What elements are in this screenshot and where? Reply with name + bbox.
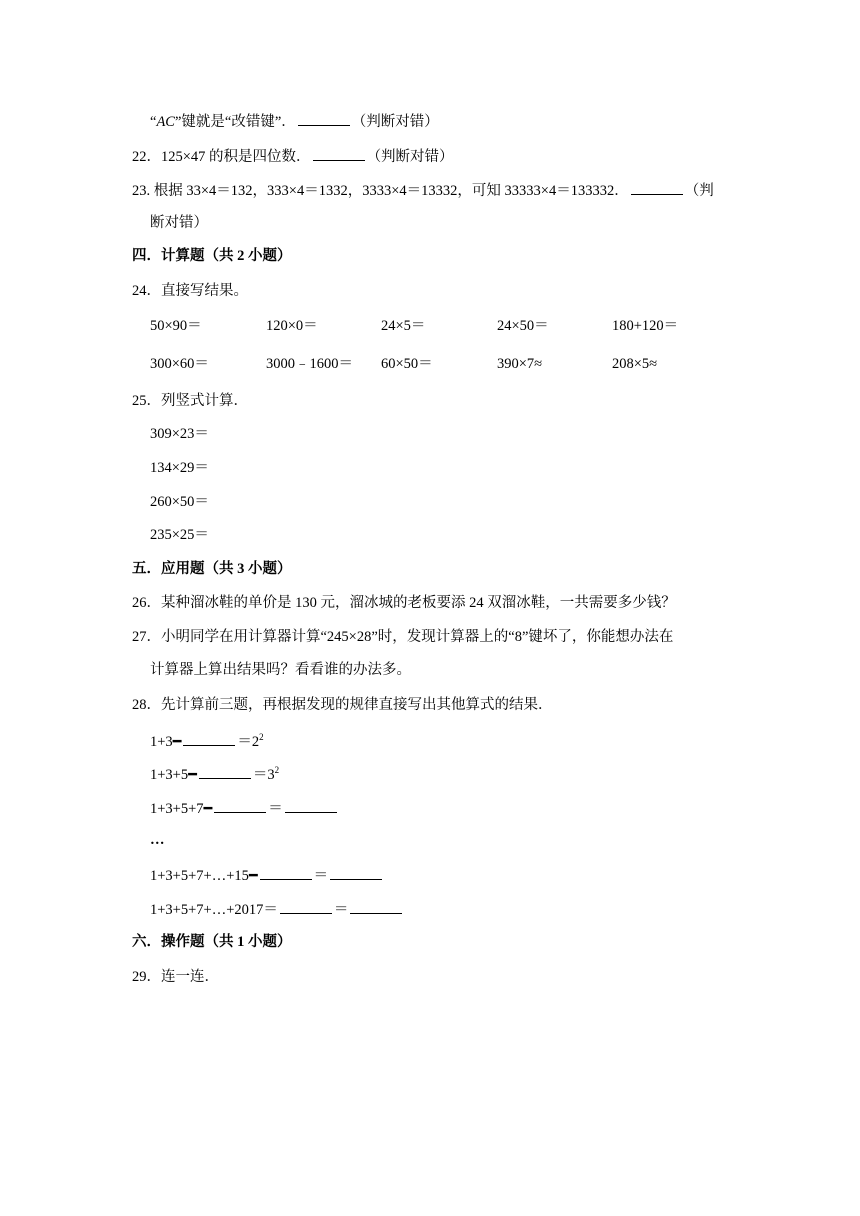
question-26: 26．某种溜冰鞋的单价是 130 元，溜冰城的老板要添 24 双溜冰鞋，一共需要多少钱？ xyxy=(132,595,676,611)
question-23 xyxy=(132,180,714,201)
expr-left: 1+3━ xyxy=(150,734,182,750)
expr-left: 1+3+5+7+…+2017＝ xyxy=(150,902,278,918)
exponent: 2 xyxy=(259,732,264,743)
answer-blank[interactable] xyxy=(183,731,235,746)
q24-r1-c1: 50×90＝ xyxy=(150,318,202,334)
q28-expr-5 xyxy=(150,899,404,920)
q24-r2-c1: 300×60＝ xyxy=(150,356,209,372)
section-6-title: 六．操作题（共 1 小题） xyxy=(132,934,292,950)
q25-item-3: 260×50＝ xyxy=(150,494,209,510)
answer-blank[interactable] xyxy=(199,764,251,779)
question-28: 28．先计算前三题，再根据发现的规律直接写出其他算式的结果． xyxy=(132,697,553,713)
q24-r1-c4: 24×50＝ xyxy=(497,318,549,334)
q25-item-4: 235×25＝ xyxy=(150,527,209,543)
question-27-continuation: 计算器上算出结果吗？看看谁的办法多。 xyxy=(150,662,411,678)
q24-r1-c5: 180+120＝ xyxy=(612,318,679,334)
exponent: 2 xyxy=(274,765,280,776)
equals-sign: ＝ xyxy=(313,868,329,884)
section-5-title: 五．应用题（共 3 小题） xyxy=(132,561,292,577)
q24-r2-c4: 390×7≈ xyxy=(497,356,543,372)
question-29: 29．连一连． xyxy=(132,969,219,985)
answer-blank[interactable] xyxy=(285,798,337,813)
section-4-title: 四．计算题（共 2 小题） xyxy=(132,248,292,264)
quote-open: “ xyxy=(150,114,157,130)
expr-result: ＝3 xyxy=(252,767,275,783)
expr-left: 1+3+5+7━ xyxy=(150,801,213,817)
answer-blank[interactable] xyxy=(298,111,350,126)
ellipsis: … xyxy=(150,832,165,848)
expr-left: 1+3+5━ xyxy=(150,767,197,783)
question-22 xyxy=(132,146,454,167)
q28-expr-2 xyxy=(150,764,279,785)
judge-hint: （判断对错） xyxy=(351,114,439,130)
question-27: 27．小明同学在用计算器计算“245×28”时，发现计算器上的“8”键坏了，你能想办法在 xyxy=(132,629,674,645)
q24-r1-c3: 24×5＝ xyxy=(381,318,426,334)
answer-blank[interactable] xyxy=(631,180,683,195)
answer-blank[interactable] xyxy=(214,798,266,813)
equals-sign: ＝ xyxy=(333,902,349,918)
q24-r2-c2: 3000﹣1600＝ xyxy=(266,356,353,372)
expr-left: 1+3+5+7+…+15━ xyxy=(150,868,258,884)
q23-statement: 23. 根据 33×4＝132，333×4＝1332，3333×4＝13332，可知 33333×4＝133332． xyxy=(132,183,629,199)
answer-blank[interactable] xyxy=(280,899,332,914)
answer-blank[interactable] xyxy=(260,865,312,880)
ac-key-label: AC xyxy=(156,114,175,130)
expr-result: ＝2 xyxy=(237,734,260,750)
q24-r2-c5: 208×5≈ xyxy=(612,356,658,372)
answer-blank[interactable] xyxy=(313,146,365,161)
q25-item-2: 134×29＝ xyxy=(150,460,209,476)
question-21-continuation xyxy=(150,111,439,132)
judge-hint: （判断对错） xyxy=(366,149,454,165)
equals-sign: ＝ xyxy=(268,801,283,817)
question-25: 25．列竖式计算． xyxy=(132,393,248,409)
q24-r2-c3: 60×50＝ xyxy=(381,356,433,372)
answer-blank[interactable] xyxy=(350,899,402,914)
q28-expr-3 xyxy=(150,798,339,819)
q28-expr-1 xyxy=(150,731,264,752)
q21-statement: ”键就是“改错键”． xyxy=(174,114,296,130)
question-23-continuation: 断对错） xyxy=(150,215,208,231)
q24-r1-c2: 120×0＝ xyxy=(266,318,318,334)
judge-hint: （判 xyxy=(684,183,714,199)
q22-statement: 22．125×47 的积是四位数． xyxy=(132,149,311,165)
question-24: 24．直接写结果。 xyxy=(132,283,248,299)
q25-item-1: 309×23＝ xyxy=(150,426,209,442)
answer-blank[interactable] xyxy=(330,865,382,880)
q28-expr-4 xyxy=(150,865,384,886)
